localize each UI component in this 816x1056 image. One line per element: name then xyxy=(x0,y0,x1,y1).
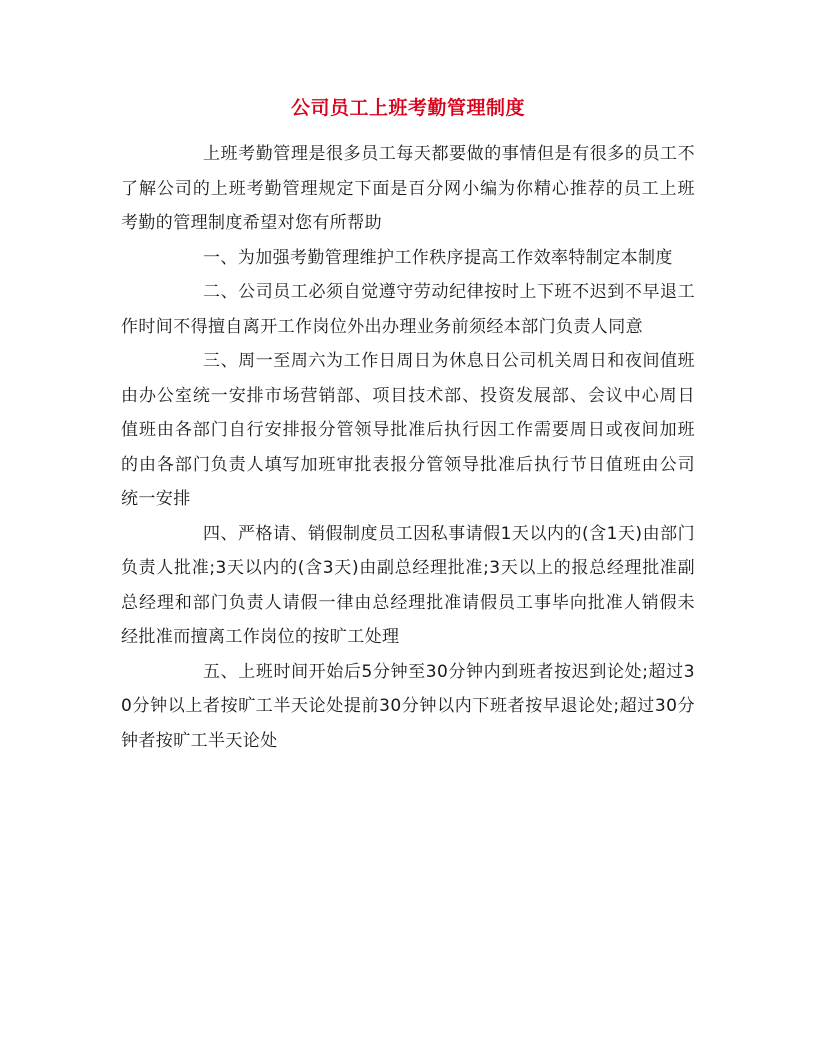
paragraph-clause-2: 二、公司员工必须自觉遵守劳动纪律按时上下班不迟到不早退工作时间不得擅自离开工作岗位外出办理业务前须经本部门负责人同意 xyxy=(121,282,695,337)
document-title: 公司员工上班考勤管理制度 xyxy=(290,97,525,119)
paragraph-clause-1: 一、为加强考勤管理维护工作秩序提高工作效率特制定本制度 xyxy=(203,247,673,268)
paragraph-clause-3: 三、周一至周六为工作日周日为休息日公司机关周日和夜间值班由办公室统一安排市场营销部、项目技术部、投资发展部、会议中心周日值班由各部门自行安排报分管领导批准后执行因工作需要周日或夜间加班的由各部门负责人填写加班审批表报分管领导批准后执行节日值班由公司统一安排 xyxy=(121,351,695,509)
paragraph-clause-5: 五、上班时间开始后5分钟至30分钟内到班者按迟到论处;超过30分钟以上者按旷工半天论处提前30分钟以内下班者按早退论处;超过30分钟者按旷工半天论处 xyxy=(121,661,695,751)
paragraph-intro: 上班考勤管理是很多员工每天都要做的事情但是有很多的员工不了解公司的上班考勤管理规定下面是百分网小编为你精心推荐的员工上班考勤的管理制度希望对您有所帮助 xyxy=(121,144,695,233)
document-body xyxy=(121,137,695,758)
paragraph-clause-4: 四、严格请、销假制度员工因私事请假1天以内的(含1天)由部门负责人批准;3天以内的(含3天)由副总经理批准;3天以上的报总经理批准副总经理和部门负责人请假一律由总经理批准请假员工事毕向批准人销假未经批准而擅离工作岗位的按旷工处理 xyxy=(121,523,695,647)
